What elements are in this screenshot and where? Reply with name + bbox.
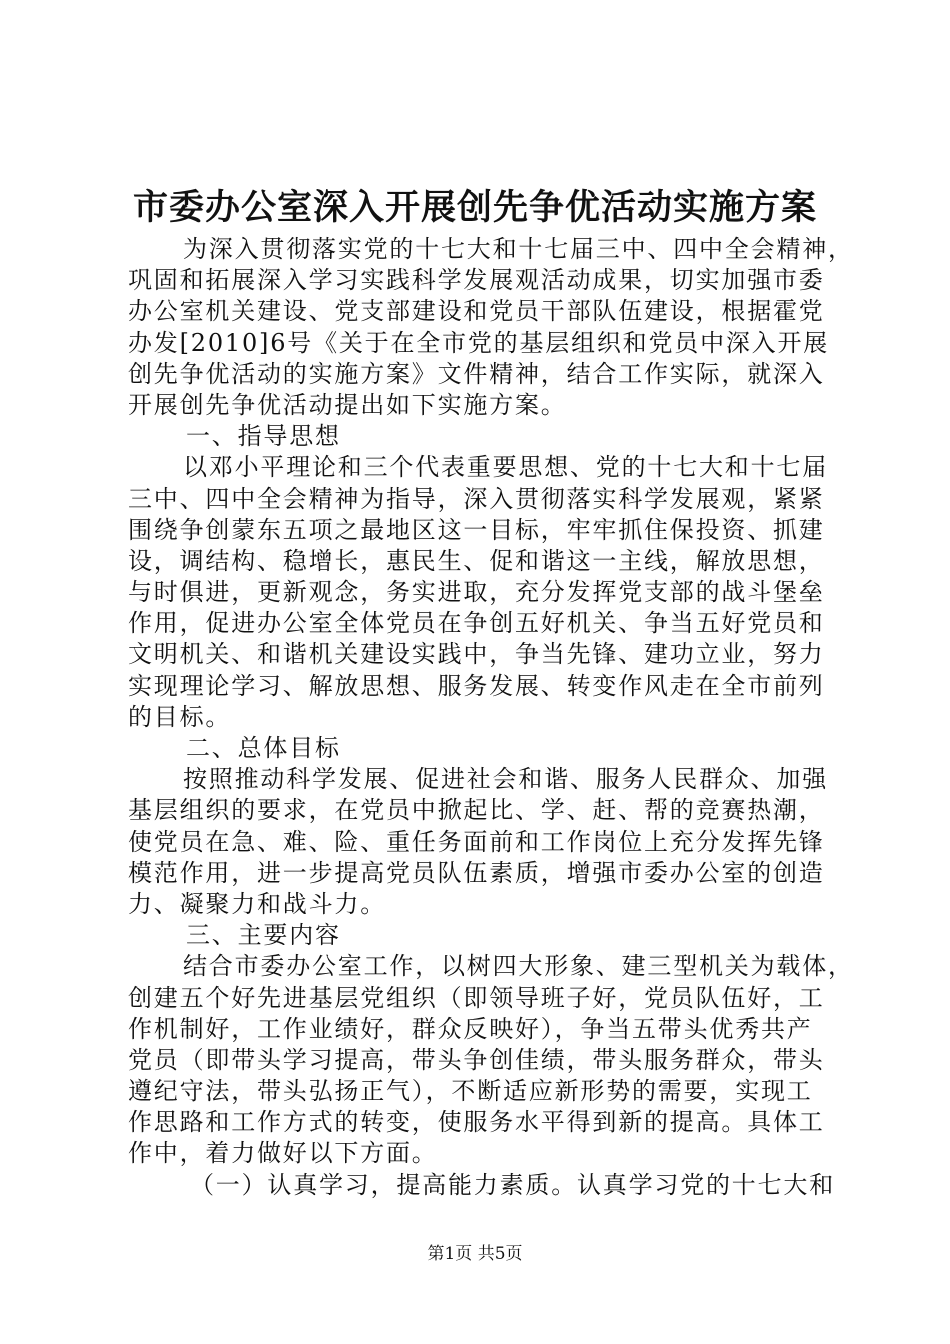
paragraph-line: 作中，着力做好以下方面。 xyxy=(128,1139,438,1168)
paragraph-line: 三中、四中全会精神为指导，深入贯彻落实科学发展观，紧紧 xyxy=(128,484,825,513)
paragraph-line: 开展创先争优活动提出如下实施方案。 xyxy=(128,390,567,419)
document-body xyxy=(128,234,854,1201)
paragraph-line: 巩固和拓展深入学习实践科学发展观活动成果，切实加强市委 xyxy=(128,266,825,295)
paragraph-line: 模范作用，进一步提高党员队伍素质，增强市委办公室的创造 xyxy=(128,858,825,887)
paragraph-line: 党员（即带头学习提高，带头争创佳绩，带头服务群众，带头 xyxy=(128,1045,825,1074)
paragraph-line: 办发[2010]6号《关于在全市党的基层组织和党员中深入开展 xyxy=(128,328,830,357)
page-number: 第1页 共5页 xyxy=(427,1244,523,1264)
paragraph-line: 与时俱进，更新观念，务实进取，充分发挥党支部的战斗堡垒 xyxy=(128,578,825,607)
paragraph-line: 力、凝聚力和战斗力。 xyxy=(128,889,386,918)
paragraph-line: 实现理论学习、解放思想、服务发展、转变作风走在全市前列 xyxy=(128,671,825,700)
section-heading: 三、主要内容 xyxy=(186,921,341,950)
paragraph-line: 结合市委办公室工作，以树四大形象、建三型机关为载体， xyxy=(183,952,854,981)
paragraph-line: 创先争优活动的实施方案》文件精神，结合工作实际，就深入 xyxy=(128,359,825,388)
paragraph-line: 作机制好，工作业绩好，群众反映好），争当五带头优秀共产 xyxy=(128,1014,813,1043)
paragraph-line: 的目标。 xyxy=(128,702,232,731)
paragraph-line: 基层组织的要求，在党员中掀起比、学、赶、帮的竞赛热潮， xyxy=(128,796,825,825)
paragraph-line: 使党员在急、难、险、重任务面前和工作岗位上充分发挥先锋 xyxy=(128,827,825,856)
paragraph-line: 为深入贯彻落实党的十七大和十七届三中、四中全会精神， xyxy=(183,235,854,263)
subsection-heading: （一）认真学习，提高能力素质。认真学习党的十七大和 xyxy=(190,1170,835,1199)
section-heading: 二、总体目标 xyxy=(186,734,341,762)
document-title: 市委办公室深入开展创先争优活动实施方案 xyxy=(132,187,817,228)
paragraph-line: 围绕争创蒙东五项之最地区这一目标，牢牢抓住保投资、抓建 xyxy=(128,515,825,544)
paragraph-line: 遵纪守法，带头弘扬正气），不断适应新形势的需要，实现工 xyxy=(128,1077,813,1106)
paragraph-line: 办公室机关建设、党支部建设和党员干部队伍建设，根据霍党 xyxy=(128,297,825,326)
paragraph-line: 作用，促进办公室全体党员在争创五好机关、争当五好党员和 xyxy=(128,609,825,638)
paragraph-line: 创建五个好先进基层党组织（即领导班子好，党员队伍好，工 xyxy=(128,983,825,1012)
paragraph-line: 文明机关、和谐机关建设实践中，争当先锋、建功立业，努力 xyxy=(128,640,825,669)
section-heading: 一、指导思想 xyxy=(186,422,341,451)
paragraph-line: 作思路和工作方式的转变，使服务水平得到新的提高。具体工 xyxy=(128,1108,825,1137)
paragraph-line: 设，调结构、稳增长，惠民生、促和谐这一主线，解放思想， xyxy=(128,546,825,575)
paragraph-line: 以邓小平理论和三个代表重要思想、党的十七大和十七届 xyxy=(183,453,828,482)
paragraph-line: 按照推动科学发展、促进社会和谐、服务人民群众、加强 xyxy=(183,765,828,794)
